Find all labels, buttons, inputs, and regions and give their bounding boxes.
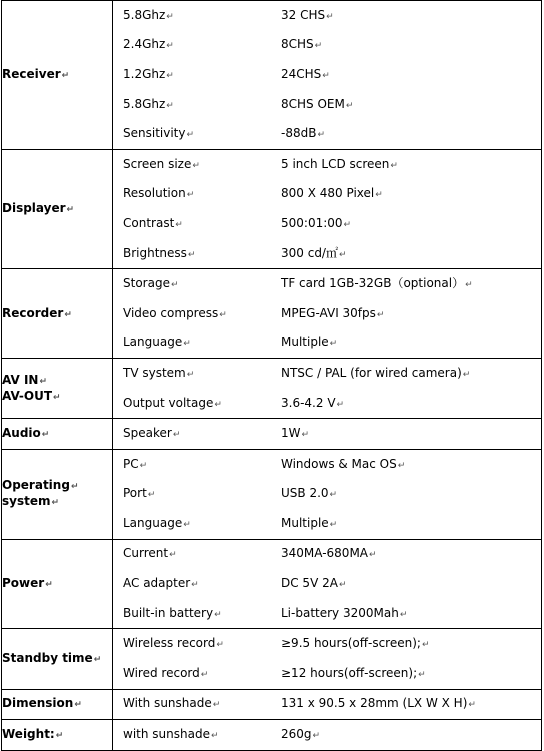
spec-value: USB 2.0↵ <box>281 486 338 501</box>
spec-key: Brightness↵ <box>123 245 196 260</box>
spec-value: ≥12 hours(off-screen);↵ <box>281 665 426 680</box>
category-cell <box>2 629 113 689</box>
paragraph-mark-icon: ↵ <box>465 280 473 291</box>
spec-value: NTSC / PAL (for wired camera)↵ <box>281 365 471 380</box>
spec-value: 131 x 90.5 x 28mm (LX W X H)↵ <box>281 696 476 711</box>
paragraph-mark-icon: ↵ <box>397 460 406 471</box>
category-label: Standby time↵ <box>2 651 102 666</box>
paragraph-mark-icon: ↵ <box>53 392 61 403</box>
paragraph-mark-icon: ↵ <box>210 731 219 742</box>
paragraph-mark-icon: ↵ <box>369 550 377 561</box>
spec-rows-cell <box>113 1 542 150</box>
spec-section <box>2 720 542 751</box>
paragraph-mark-icon: ↵ <box>421 640 430 651</box>
spec-table <box>1 0 542 751</box>
category-cell <box>2 1 113 150</box>
spec-key: Language↵ <box>123 515 191 530</box>
spec-row <box>113 419 541 449</box>
spec-key: 5.8Ghz↵ <box>123 7 174 22</box>
spec-value: ≥9.5 hours(off-screen);↵ <box>281 636 430 651</box>
paragraph-mark-icon: ↵ <box>66 205 75 216</box>
paragraph-mark-icon: ↵ <box>186 369 195 380</box>
spec-value: Windows & Mac OS↵ <box>281 456 406 471</box>
spec-value: 3.6-4.2 V↵ <box>281 395 345 410</box>
spec-row <box>113 1 541 31</box>
paragraph-mark-icon: ↵ <box>212 700 221 711</box>
spec-section <box>2 359 542 419</box>
spec-row <box>113 599 541 629</box>
spec-key: AC adapter↵ <box>123 576 199 591</box>
spec-value: 800 X 480 Pixel↵ <box>281 186 383 201</box>
category-cell <box>2 419 113 450</box>
spec-row <box>113 31 541 61</box>
category-cell <box>2 359 113 419</box>
paragraph-mark-icon: ↵ <box>70 482 79 493</box>
category-label: Displayer↵ <box>2 201 75 216</box>
paragraph-mark-icon: ↵ <box>64 309 72 320</box>
category-label: system↵ <box>2 494 60 509</box>
paragraph-mark-icon: ↵ <box>314 41 323 52</box>
spec-table-body <box>2 1 542 751</box>
spec-key: 5.8Ghz↵ <box>123 96 174 111</box>
paragraph-mark-icon: ↵ <box>172 430 181 441</box>
spec-row <box>113 629 541 659</box>
spec-section <box>2 269 542 359</box>
paragraph-mark-icon: ↵ <box>45 580 53 591</box>
paragraph-mark-icon: ↵ <box>61 70 70 81</box>
spec-value: -88dB↵ <box>281 126 325 141</box>
paragraph-mark-icon: ↵ <box>338 580 347 591</box>
category-cell <box>2 689 113 720</box>
spec-row <box>113 690 541 720</box>
spec-row <box>113 299 541 329</box>
paragraph-mark-icon: ↵ <box>343 219 352 230</box>
spec-key: Screen size↵ <box>123 156 200 171</box>
spec-key: With sunshade↵ <box>123 696 221 711</box>
paragraph-mark-icon: ↵ <box>301 430 310 441</box>
spec-rows-cell <box>113 419 542 450</box>
category-label: Operating↵ <box>2 478 79 493</box>
spec-key: Port↵ <box>123 486 156 501</box>
category-cell <box>2 449 113 539</box>
spec-section <box>2 629 542 689</box>
paragraph-mark-icon: ↵ <box>41 430 50 441</box>
spec-value: Multiple↵ <box>281 335 338 350</box>
paragraph-mark-icon: ↵ <box>51 498 60 509</box>
category-label: AV-OUT↵ <box>2 388 61 403</box>
spec-value: DC 5V 2A↵ <box>281 576 347 591</box>
spec-key: Storage↵ <box>123 276 179 291</box>
spec-rows-cell <box>113 269 542 359</box>
spec-value: 8CHS OEM↵ <box>281 96 354 111</box>
paragraph-mark-icon: ↵ <box>93 655 102 666</box>
spec-section <box>2 149 542 268</box>
spec-key: Language↵ <box>123 335 191 350</box>
category-label: Receiver↵ <box>2 66 70 81</box>
spec-value: Li-battery 3200Mah↵ <box>281 605 408 620</box>
paragraph-mark-icon: ↵ <box>183 339 191 350</box>
spec-key: Speaker↵ <box>123 426 181 441</box>
spec-rows-cell <box>113 689 542 720</box>
spec-row <box>113 359 541 389</box>
spec-value: TF card 1GB-32GB（optional）↵ <box>281 276 473 291</box>
paragraph-mark-icon: ↵ <box>191 580 199 591</box>
paragraph-mark-icon: ↵ <box>329 519 338 530</box>
paragraph-mark-icon: ↵ <box>345 100 354 111</box>
paragraph-mark-icon: ↵ <box>214 399 222 410</box>
paragraph-mark-icon: ↵ <box>166 11 174 22</box>
spec-value: 300 cd/㎡↵ <box>281 245 347 260</box>
spec-key: Contrast↵ <box>123 215 183 230</box>
paragraph-mark-icon: ↵ <box>186 130 195 141</box>
spec-row <box>113 569 541 599</box>
spec-key: Built-in battery↵ <box>123 605 222 620</box>
paragraph-mark-icon: ↵ <box>74 700 82 711</box>
paragraph-mark-icon: ↵ <box>166 100 174 111</box>
paragraph-mark-icon: ↵ <box>326 11 334 22</box>
category-cell <box>2 539 113 629</box>
spec-value: 1W↵ <box>281 426 310 441</box>
spec-row <box>113 90 541 120</box>
spec-key: TV system↵ <box>123 365 195 380</box>
spec-key: Wireless record↵ <box>123 636 224 651</box>
paragraph-mark-icon: ↵ <box>462 369 471 380</box>
spec-rows-cell <box>113 449 542 539</box>
paragraph-mark-icon: ↵ <box>183 519 191 530</box>
spec-row <box>113 450 541 480</box>
spec-rows-cell <box>113 629 542 689</box>
paragraph-mark-icon: ↵ <box>322 70 330 81</box>
spec-section <box>2 419 542 450</box>
spec-row <box>113 329 541 359</box>
paragraph-mark-icon: ↵ <box>55 731 64 742</box>
paragraph-mark-icon: ↵ <box>376 309 385 320</box>
spec-key: Sensitivity↵ <box>123 126 195 141</box>
spec-value: 340MA-680MA↵ <box>281 546 377 561</box>
spec-value: 500:01:00↵ <box>281 215 352 230</box>
paragraph-mark-icon: ↵ <box>175 219 183 230</box>
spec-row <box>113 659 541 689</box>
paragraph-mark-icon: ↵ <box>375 190 383 201</box>
paragraph-mark-icon: ↵ <box>166 70 174 81</box>
spec-key: PC↵ <box>123 456 148 471</box>
paragraph-mark-icon: ↵ <box>186 190 195 201</box>
paragraph-mark-icon: ↵ <box>418 669 426 680</box>
spec-rows-cell <box>113 359 542 419</box>
paragraph-mark-icon: ↵ <box>329 339 338 350</box>
spec-key: Video compress↵ <box>123 305 227 320</box>
paragraph-mark-icon: ↵ <box>219 309 227 320</box>
spec-value: Multiple↵ <box>281 515 338 530</box>
spec-value: 24CHS↵ <box>281 66 330 81</box>
category-cell <box>2 269 113 359</box>
category-cell <box>2 720 113 751</box>
category-label: Weight:↵ <box>2 727 64 742</box>
paragraph-mark-icon: ↵ <box>317 130 325 141</box>
paragraph-mark-icon: ↵ <box>166 41 174 52</box>
paragraph-mark-icon: ↵ <box>390 160 398 171</box>
spec-section <box>2 449 542 539</box>
spec-row <box>113 60 541 90</box>
paragraph-mark-icon: ↵ <box>39 376 47 387</box>
paragraph-mark-icon: ↵ <box>139 460 148 471</box>
spec-section <box>2 689 542 720</box>
spec-section <box>2 539 542 629</box>
spec-value: 8CHS↵ <box>281 37 323 52</box>
category-label: Recorder↵ <box>2 305 72 320</box>
spec-rows-cell <box>113 720 542 751</box>
paragraph-mark-icon: ↵ <box>192 160 200 171</box>
spec-row <box>113 540 541 570</box>
spec-value: 32 CHS↵ <box>281 7 334 22</box>
category-label: Dimension↵ <box>2 696 82 711</box>
spec-rows-cell <box>113 539 542 629</box>
spec-key: Resolution↵ <box>123 186 195 201</box>
spec-value: 5 inch LCD screen↵ <box>281 156 398 171</box>
spec-row <box>113 269 541 299</box>
spec-section <box>2 1 542 150</box>
spec-row <box>113 180 541 210</box>
paragraph-mark-icon: ↵ <box>200 669 209 680</box>
spec-key: Output voltage↵ <box>123 395 222 410</box>
spec-row <box>113 480 541 510</box>
paragraph-mark-icon: ↵ <box>214 609 222 620</box>
category-label: AV IN↵ <box>2 372 47 387</box>
category-label: Audio↵ <box>2 426 50 441</box>
paragraph-mark-icon: ↵ <box>338 249 347 260</box>
category-cell <box>2 149 113 268</box>
paragraph-mark-icon: ↵ <box>336 399 345 410</box>
spec-key: 2.4Ghz↵ <box>123 37 174 52</box>
spec-row <box>113 239 541 269</box>
paragraph-mark-icon: ↵ <box>312 731 321 742</box>
paragraph-mark-icon: ↵ <box>169 550 177 561</box>
spec-row <box>113 119 541 149</box>
category-label: Power↵ <box>2 576 53 591</box>
spec-key: 1.2Ghz↵ <box>123 66 174 81</box>
spec-key: with sunshade↵ <box>123 727 219 742</box>
paragraph-mark-icon: ↵ <box>187 249 196 260</box>
spec-row <box>113 209 541 239</box>
paragraph-mark-icon: ↵ <box>468 700 476 711</box>
spec-row <box>113 509 541 539</box>
spec-value: 260g↵ <box>281 727 321 742</box>
spec-row <box>113 389 541 419</box>
spec-row <box>113 720 541 750</box>
spec-key: Current↵ <box>123 546 177 561</box>
paragraph-mark-icon: ↵ <box>147 490 156 501</box>
spec-row <box>113 150 541 180</box>
paragraph-mark-icon: ↵ <box>399 609 408 620</box>
spec-key: Wired record↵ <box>123 665 209 680</box>
paragraph-mark-icon: ↵ <box>216 640 224 651</box>
paragraph-mark-icon: ↵ <box>170 280 179 291</box>
paragraph-mark-icon: ↵ <box>329 490 338 501</box>
spec-value: MPEG-AVI 30fps↵ <box>281 305 385 320</box>
spec-rows-cell <box>113 149 542 268</box>
